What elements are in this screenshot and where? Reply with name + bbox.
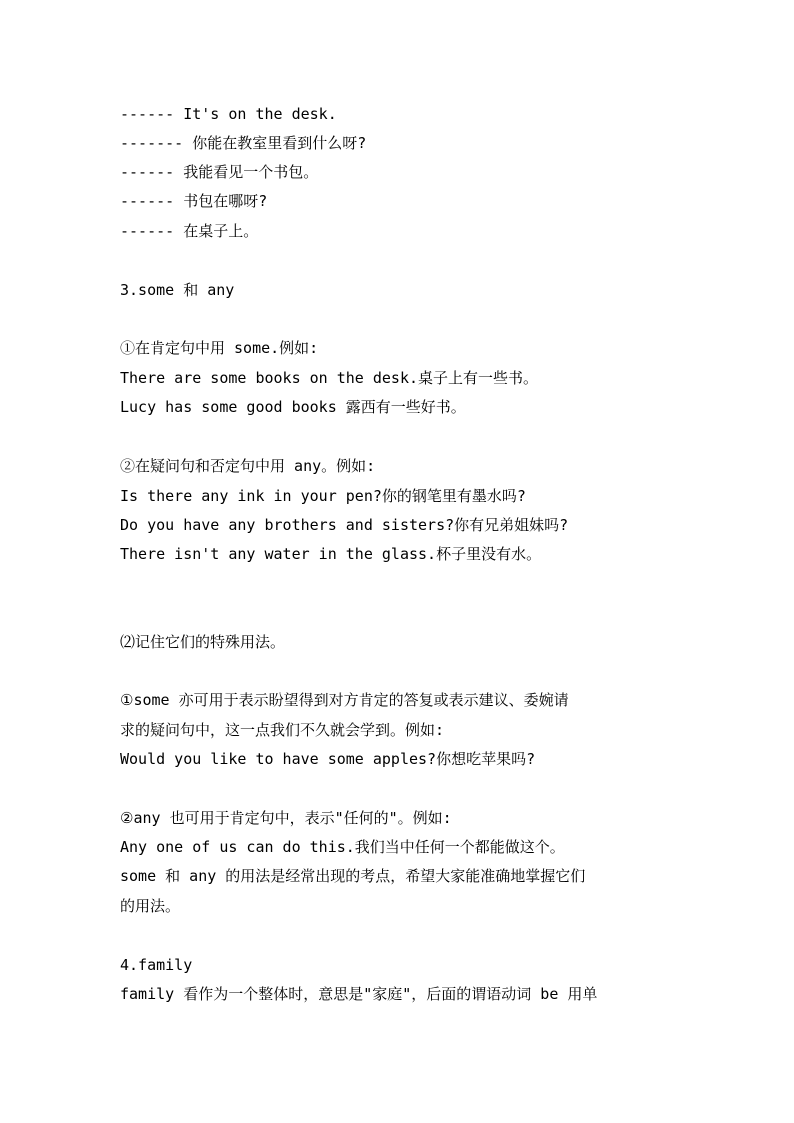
example-sentence: There are some books on the desk.桌子上有一些书。 [120, 369, 539, 387]
rule-paragraph-line: ①some 亦可用于表示盼望得到对方肯定的答复或表示建议、委婉请 [120, 691, 569, 709]
rule-heading: ②any 也可用于肯定句中，表示"任何的"。例如: [120, 809, 452, 827]
dialogue-line: ------ 书包在哪呀? [120, 192, 268, 210]
example-sentence: Would you like to have some apples?你想吃苹果吗? [120, 750, 536, 768]
note-paragraph-line: some 和 any 的用法是经常出现的考点，希望大家能准确地掌握它们 [120, 867, 586, 885]
example-sentence: Any one of us can do this.我们当中任何一个都能做这个。 [120, 838, 565, 856]
example-sentence: Do you have any brothers and sisters?你有兄弟姐妹吗? [120, 516, 569, 534]
example-sentence: There isn't any water in the glass.杯子里没有水。 [120, 545, 542, 563]
section-heading: 4.family [120, 956, 193, 974]
example-sentence: Lucy has some good books 露西有一些好书。 [120, 398, 466, 416]
section-heading: 3.some 和 any [120, 281, 235, 299]
rule-heading: ②在疑问句和否定句中用 any。例如: [120, 457, 376, 475]
note-paragraph-line: 的用法。 [120, 897, 181, 915]
rule-paragraph-line: 求的疑问句中，这一点我们不久就会学到。例如: [120, 721, 445, 739]
example-sentence: Is there any ink in your pen?你的钢笔里有墨水吗? [120, 487, 526, 505]
subsection-heading: ⑵记住它们的特殊用法。 [120, 633, 286, 651]
dialogue-line: ------ 在桌子上。 [120, 222, 259, 240]
dialogue-line: ------ 我能看见一个书包。 [120, 163, 319, 181]
dialogue-line: ------- 你能在教室里看到什么呀? [120, 134, 367, 152]
dialogue-line: ------ It's on the desk. [120, 105, 337, 123]
body-paragraph-line: family 看作为一个整体时，意思是"家庭"，后面的谓语动词 be 用单 [120, 985, 598, 1003]
rule-heading: ①在肯定句中用 some.例如: [120, 339, 319, 357]
